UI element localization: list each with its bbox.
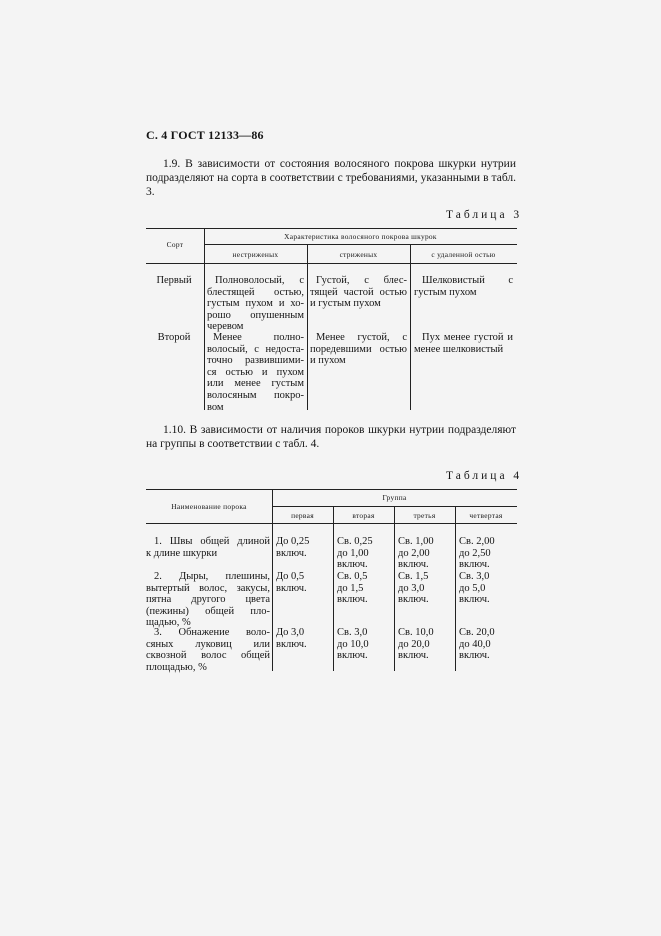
table3-subheader: с удаленной остью — [431, 250, 496, 259]
table4-cell: Св. 0,25 до 1,00 включ. — [337, 536, 373, 571]
table3-header-rule — [146, 263, 517, 264]
table4-col-divider — [333, 506, 334, 671]
table3-header-group: Характеристика волосяного покрова шкурок — [284, 232, 437, 241]
table3-cell: Пух менее густой и менее шелковистый — [414, 332, 513, 355]
paragraph-1-10: 1.10. В зависимости от наличия пороков шкурки нутрии подразделяют на группы в соответствии с табл. 4. — [146, 424, 516, 451]
page-header: С. 4 ГОСТ 12133—86 — [146, 128, 264, 142]
paragraph-1-9: 1.9. В зависимости от состояния волосяного покрова шкурки нутрии подразделяют на сорта в соответствии с требованиями, указанными в табл. 3. — [146, 158, 516, 199]
table4-cell: Св. 2,00 до 2,50 включ. — [459, 536, 495, 571]
table3-cell: Полноволосый, с блестящей остью, густым пухом и хо- рошо опушенным черевом — [207, 275, 304, 333]
table4-header-rule — [146, 523, 517, 524]
table4-cell: Св. 1,00 до 2,00 включ. — [398, 536, 434, 571]
table4-col-divider — [455, 506, 456, 671]
table3-col-divider — [307, 244, 308, 410]
table4-cell: Св. 3,0 до 10,0 включ. — [337, 627, 369, 662]
table4-cell: Св. 1,5 до 3,0 включ. — [398, 571, 429, 606]
table4-header-group: Группа — [382, 493, 407, 502]
table4-cell-name: 1. Швы общей длиной к длине шкурки — [146, 536, 270, 559]
table4-cell: До 0,5 включ. — [276, 571, 307, 594]
table4-top-rule — [146, 489, 517, 490]
table4-cell: До 3,0 включ. — [276, 627, 307, 650]
table4-cell: Св. 3,0 до 5,0 включ. — [459, 571, 490, 606]
table4-col-divider — [394, 506, 395, 671]
table3-caption: Таблица 3 — [446, 209, 523, 221]
table3-col-divider — [410, 244, 411, 410]
table4-cell: Св. 10,0 до 20,0 включ. — [398, 627, 434, 662]
table4-header-name: Наименование порока — [171, 502, 247, 511]
table4-cell: Св. 20,0 до 40,0 включ. — [459, 627, 495, 662]
table4-subheader: третья — [413, 511, 436, 520]
table3-cell: Шелковистый с густым пухом — [414, 275, 513, 298]
table3-group-rule — [204, 244, 517, 245]
table4-cell: Св. 0,5 до 1,5 включ. — [337, 571, 368, 606]
table4-subheader: первая — [291, 511, 314, 520]
table3-subheader: нестриженых — [232, 250, 279, 259]
table4-subheader: вторая — [352, 511, 375, 520]
table3-header-sort: Сорт — [166, 240, 184, 249]
table3-cell: Менее густой, с поредевшими остью и пухом — [310, 332, 407, 367]
table4-subheader: четвертая — [469, 511, 503, 520]
table4-cell-name: 2. Дыры, плешины, вытертый волос, закусы, пятна другого цвета (пежины) общей пло- щадью, % — [146, 571, 270, 629]
table3-cell-sort: Первый — [156, 275, 192, 286]
table3-subheader: стриженых — [339, 250, 378, 259]
table4-cell: До 0,25 включ. — [276, 536, 310, 559]
table3-top-rule — [146, 228, 517, 229]
table4-caption: Таблица 4 — [446, 470, 523, 482]
table3-cell: Менее полно- волосый, с недоста- точно развившими- ся остью и пухом или менее густым волосяным покро- вом — [207, 332, 304, 413]
table4-cell-name: 3. Обнажение воло- сяных луковиц или сквозной волос общей площадью, % — [146, 627, 270, 673]
table3-cell-sort: Второй — [157, 332, 191, 343]
table3-cell: Густой, с блес- тящей частой остью и густым пухом — [310, 275, 407, 310]
